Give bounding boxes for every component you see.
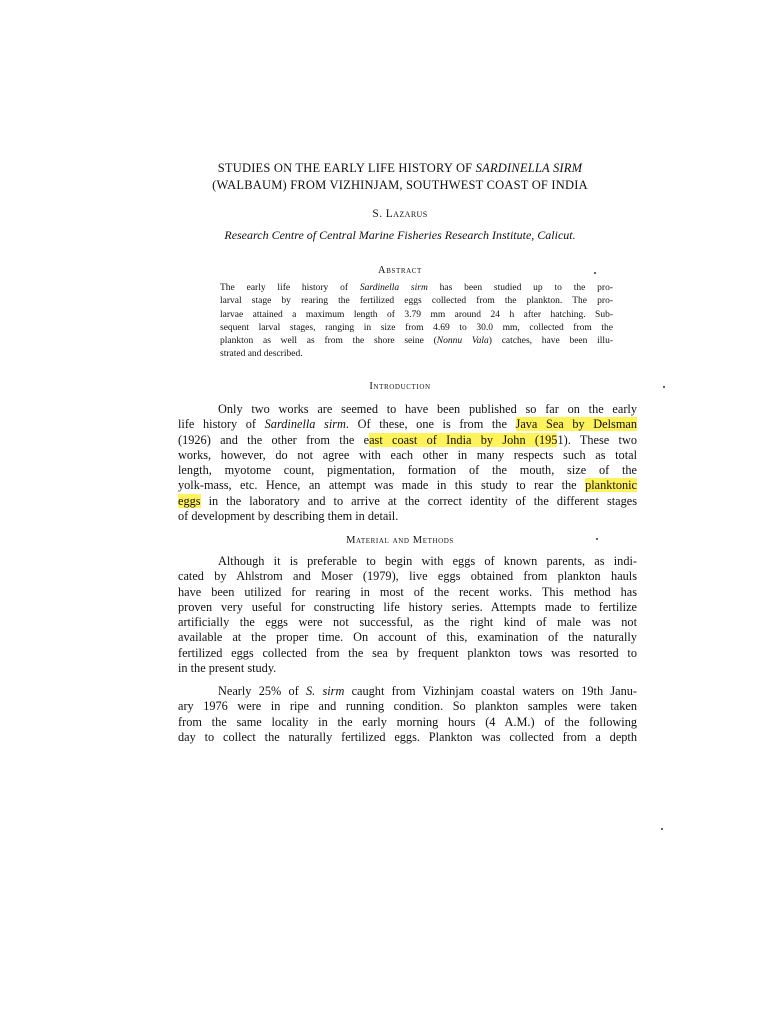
methods-paragraph-1 bbox=[178, 554, 637, 676]
introduction-paragraph bbox=[178, 402, 637, 524]
methods-line: ary 1976 were in ripe and running condition. So plankton samples were taken bbox=[178, 699, 637, 714]
scan-speck bbox=[594, 272, 596, 274]
methods-heading: Material and Methods bbox=[346, 535, 454, 546]
intro-line: yolk-mass, etc. Hence, an attempt was made in this study to rear the planktonic bbox=[178, 478, 637, 493]
methods-line: fertilized eggs collected from the sea by frequent plankton tows was resorted to bbox=[178, 645, 637, 660]
methods-line: from the same locality in the early morning hours (4 A.M.) of the following bbox=[178, 714, 637, 729]
abstract-line: strated and described. bbox=[220, 349, 303, 360]
introduction-heading: Introduction bbox=[369, 381, 431, 392]
scan-speck bbox=[661, 828, 663, 830]
methods-line: proven very useful for constructing life history series. Attempts made to fertilize bbox=[178, 599, 637, 614]
methods-line: Although it is preferable to begin with eggs of known parents, as indi- bbox=[218, 554, 637, 568]
abstract-text bbox=[220, 282, 613, 362]
title-line-2: (WALBAUM) FROM VIZHINJAM, SOUTHWEST COAST OF INDIA bbox=[212, 178, 588, 192]
abstract-line: larval stage by rearing the fertilized eggs collected from the plankton. The pro- bbox=[220, 296, 613, 307]
author-name: S. Lazarus bbox=[372, 208, 428, 220]
methods-line: have been utilized for rearing in most of the recent works. This method has bbox=[178, 584, 637, 599]
methods-line: in the present study. bbox=[178, 661, 277, 676]
abstract-line: The early life history of Sardinella sirm has been studied up to the pro- bbox=[220, 283, 613, 293]
methods-line: available at the proper time. On account of this, examination of the naturally bbox=[178, 630, 637, 645]
intro-line: Only two works are seemed to have been published so far on the early bbox=[218, 402, 637, 416]
methods-line: cated by Ahlstrom and Moser (1979), live eggs obtained from plankton hauls bbox=[178, 569, 637, 584]
highlight-mark: ast coast of India by John (195 bbox=[369, 432, 558, 447]
intro-line: of development by describing them in detail. bbox=[178, 509, 399, 524]
methods-line: artificially the eggs were not successful, as the right kind of male was not bbox=[178, 615, 637, 630]
highlight-mark: eggs bbox=[178, 493, 201, 508]
paper-title bbox=[150, 160, 650, 194]
methods-line: Nearly 25% of S. sirm caught from Vizhinjam coastal waters on 19th Janu- bbox=[218, 684, 637, 698]
scan-speck bbox=[663, 386, 665, 388]
highlight-mark: Java Sea by Delsman bbox=[515, 417, 637, 432]
title-line-1: STUDIES ON THE EARLY LIFE HISTORY OF SARDINELLA SIRM bbox=[217, 161, 583, 175]
author-affiliation: Research Centre of Central Marine Fisheries Research Institute, Calicut. bbox=[224, 228, 576, 242]
abstract-heading: Abstract bbox=[378, 265, 422, 276]
highlight-mark: planktonic bbox=[585, 478, 637, 493]
intro-line: eggs in the laboratory and to arrive at the correct identity of the different stages bbox=[178, 493, 637, 508]
intro-line: (1926) and the other from the east coast of India by John (1951). These two bbox=[178, 432, 637, 447]
scan-speck bbox=[596, 538, 598, 540]
abstract-line: sequent larval stages, ranging in size from 4.69 to 30.0 mm, collected from the bbox=[220, 322, 613, 333]
methods-line: day to collect the naturally fertilized eggs. Plankton was collected from a depth bbox=[178, 729, 637, 744]
methods-paragraph-2 bbox=[178, 684, 637, 745]
abstract-line: plankton as well as from the shore seine (Nonnu Vala) catches, have been illu- bbox=[220, 336, 613, 347]
intro-line: length, myotome count, pigmentation, formation of the mouth, size of the bbox=[178, 463, 637, 478]
intro-line: works, however, do not agree with each other in many respects such as total bbox=[178, 447, 637, 462]
abstract-line: larvae attained a maximum length of 3.79 mm around 24 h after hatching. Sub- bbox=[220, 309, 613, 320]
intro-line: life history of Sardinella sirm. Of these, one is from the Java Sea by Delsman bbox=[178, 417, 637, 432]
